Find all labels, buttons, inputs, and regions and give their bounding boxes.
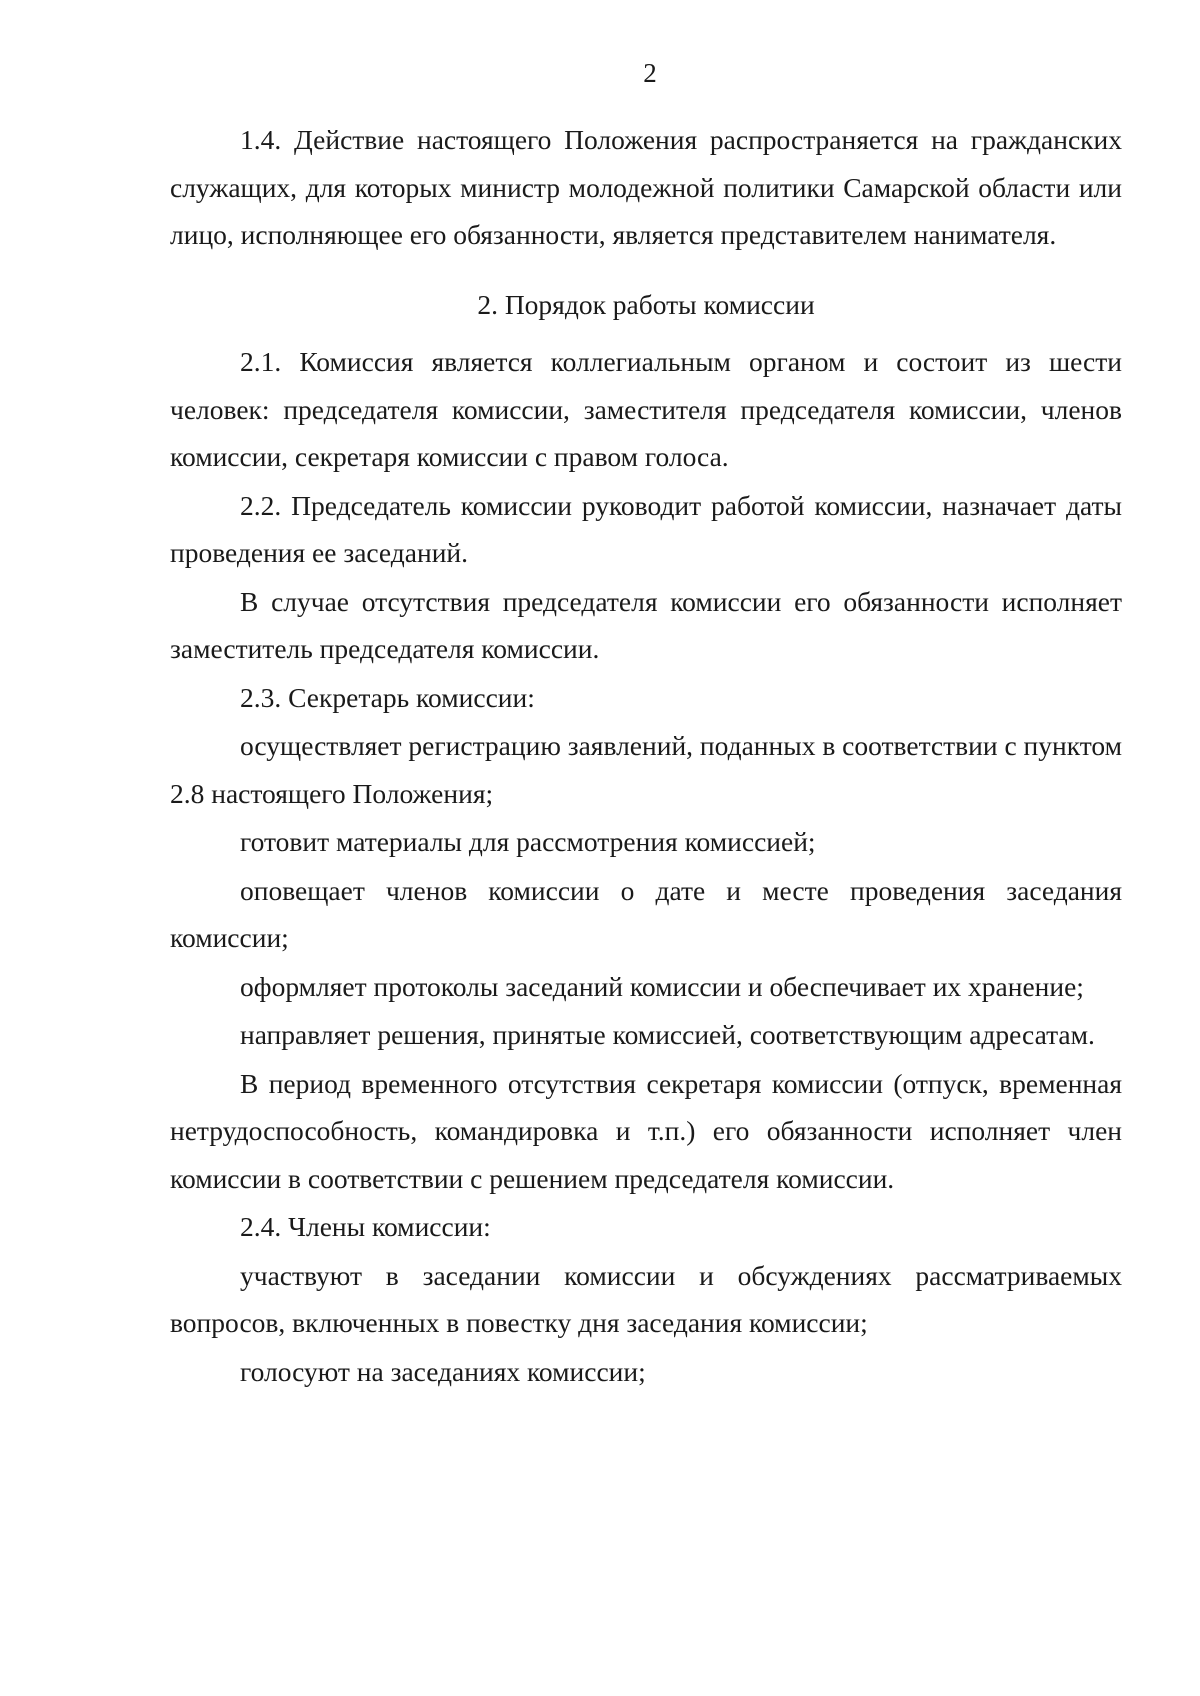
- section-heading-2: 2. Порядок работы комиссии: [477, 288, 815, 320]
- paragraph-2-3-item-1: осуществляет регистрацию заявлений, поданных в соответствии с пунктом 2.8 настоящего Положения;: [170, 730, 1122, 809]
- paragraph-2-2: 2.2. Председатель комиссии руководит работой комиссии, назначает даты проведения ее заседаний.: [170, 489, 1122, 568]
- paragraph-2-3: 2.3. Секретарь комиссии:: [240, 681, 535, 713]
- paragraph-2-1: 2.1. Комиссия является коллегиальным органом и состоит из шести человек: председателя комиссии, заместителя председателя комиссии, членов комиссии, секретаря комиссии с правом голоса.: [170, 346, 1122, 472]
- paragraph-2-3-item-3: оповещает членов комиссии о дате и месте проведения заседания комиссии;: [170, 874, 1122, 953]
- paragraph-2-4: 2.4. Члены комиссии:: [240, 1211, 491, 1242]
- paragraph-2-3-item-5: направляет решения, принятые комиссией, соответствующим адресатам.: [240, 1019, 1095, 1050]
- paragraph-2-3-item-4: оформляет протоколы заседаний комиссии и обеспечивает их хранение;: [240, 970, 1084, 1002]
- paragraph-2-4-item-2: голосуют на заседаниях комиссии;: [240, 1355, 646, 1387]
- paragraph-2-3-absence: В период временного отсутствия секретаря комиссии (отпуск, временная нетрудоспособность, командировка и т.п.) его обязанности исполняет член комиссии в соответствии с решением председателя комиссии.: [170, 1067, 1122, 1194]
- paragraph-2-3-item-2: готовит материалы для рассмотрения комиссией;: [240, 826, 816, 857]
- paragraph-1-4: 1.4. Действие настоящего Положения распространяется на гражданских служащих, для которых министр молодежной политики Самарской области или лицо, исполняющее его обязанности, является представителем нанимателя.: [170, 124, 1122, 250]
- page-number: 2: [643, 58, 657, 88]
- paragraph-2-4-item-1: участвуют в заседании комиссии и обсуждениях рассматриваемых вопросов, включенных в повестку дня заседания комиссии;: [170, 1259, 1122, 1338]
- document-body: [170, 116, 1122, 1396]
- paragraph-2-2-absence: В случае отсутствия председателя комиссии его обязанности исполняет заместитель председателя комиссии.: [170, 585, 1122, 664]
